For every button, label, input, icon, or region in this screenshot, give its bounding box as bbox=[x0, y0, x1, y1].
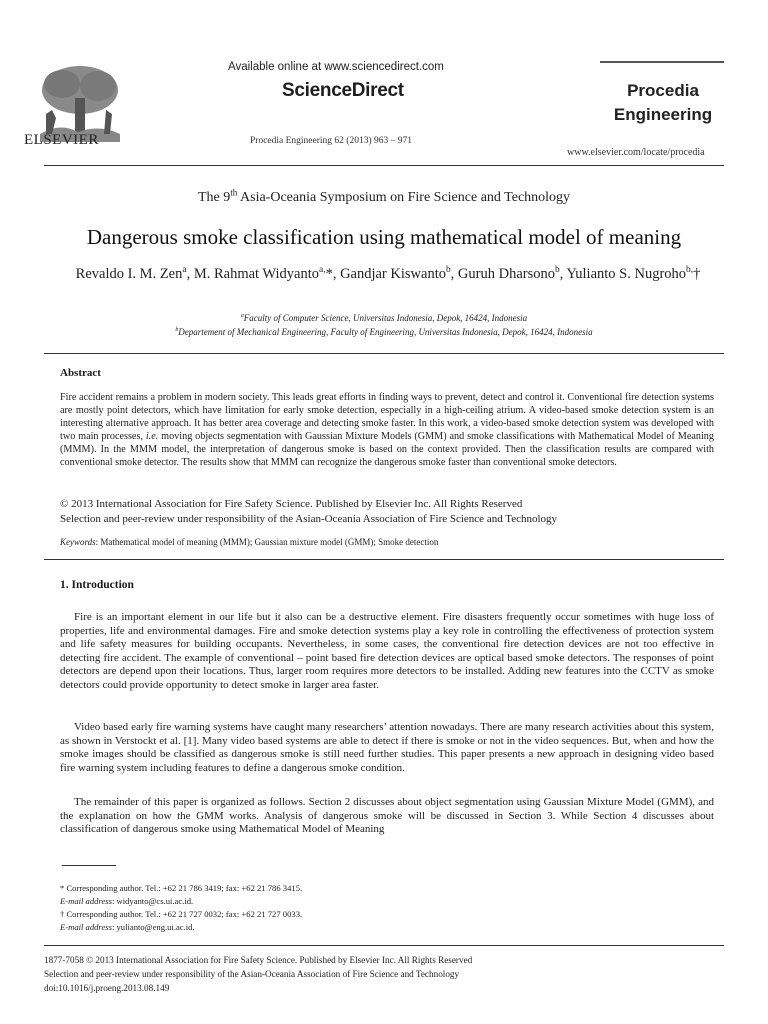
author-affil-mark: b bbox=[445, 265, 451, 276]
author-name: , Guruh Dharsono bbox=[450, 266, 555, 282]
author-name: Revaldo I. M. Zen bbox=[75, 266, 183, 282]
footnote-corresponding-1: * Corresponding author. Tel.: +62 21 786 3419; fax: +62 21 786 3415. bbox=[60, 883, 303, 893]
keywords-label: Keywords bbox=[60, 537, 96, 547]
email-label: E-mail address bbox=[60, 896, 112, 906]
symposium-line bbox=[0, 187, 768, 206]
corresponding-mark: † bbox=[693, 266, 701, 282]
affiliation-mark: a bbox=[240, 313, 244, 319]
journal-title-line2: Engineering bbox=[613, 105, 713, 124]
symposium-suffix: Asia-Oceania Symposium on Fire Science and Technology bbox=[237, 190, 571, 205]
affiliation-mark: b bbox=[175, 327, 179, 333]
intro-paragraph-3: The remainder of this paper is organized as follows. Section 2 discusses about object segmentation using Gaussian Mixture Model (GMM), and the explanation on how the GMM works. Analysis of dangerous smoke will be discussed in Section 3. While Section 4 discusses about classification of dangerous smoke using Mathematical Model of Meaning bbox=[60, 796, 714, 836]
email-address[interactable]: : widyanto@cs.ui.ac.id. bbox=[111, 896, 194, 906]
affiliation-text: Faculty of Computer Science, Universitas Indonesia, Depok, 16424, Indonesia bbox=[243, 313, 528, 323]
abstract-heading: Abstract bbox=[60, 367, 101, 379]
abstract-bottom-divider bbox=[44, 559, 724, 560]
bottom-peer-review: Selection and peer-review under responsibility of the Asian-Oceania Association of Fire Science and Technology bbox=[44, 969, 460, 979]
author-affil-mark: a bbox=[182, 265, 187, 276]
doi-link[interactable]: doi:10.1016/j.proeng.2013.08.149 bbox=[44, 983, 170, 993]
affiliation-a bbox=[0, 313, 768, 323]
author-affil-mark: b bbox=[554, 265, 560, 276]
journal-url-link[interactable]: www.elsevier.com/locate/procedia bbox=[567, 147, 705, 158]
symposium-ordinal: th bbox=[230, 187, 238, 198]
footnote-email-2 bbox=[60, 922, 195, 932]
author-list bbox=[58, 264, 718, 284]
symposium-prefix: The 9 bbox=[197, 190, 231, 205]
keywords-text: : Mathematical model of meaning (MMM); Gaussian mixture model (GMM); Smoke detection bbox=[95, 537, 439, 547]
abstract-copyright: © 2013 International Association for Fire Safety Science. Published by Elsevier Inc. All Rights Reserved bbox=[60, 498, 523, 510]
footnote-corresponding-2: † Corresponding author. Tel.: +62 21 727 0032; fax: +62 21 727 0033. bbox=[60, 909, 303, 919]
footnote-divider bbox=[62, 865, 116, 866]
bottom-divider bbox=[44, 945, 724, 946]
intro-paragraph-1: Fire is an important element in our life but it also can be a destructive element. Fire disasters frequently occur sometimes with huge loss of properties, life and environmental damages. Fire and smoke detection systems play a key role in controlling the effectiveness of protection system and life safety measures for building occupants. Nevertheless, in some cases, the conventional fire detection devices are not too effective in detecting fire accident. The example of conventional – point based fire detection devices are optical based smoke detectors. The responses of point detectors are depend upon their locations. Thus, larger room requires more detectors to be installed. Adding new features into the CCTV as smoke detectors could provide opportunity to detect smoke in larger area faster. bbox=[60, 611, 714, 691]
section-heading-introduction: 1. Introduction bbox=[60, 579, 134, 591]
intro-paragraph-2: Video based early fire warning systems have caught many researchers’ attention nowadays. There are many research activities about this system, as shown in Verstockt et al. [1]. Many video based systems are able to detect if there is smoke or not in the video sequences. But, when and how the smoke images should be classified as dangerous smoke is still need further studies. This paper presents a new approach in designing video based fire warning system including features to define a dangerous smoke condition. bbox=[60, 721, 714, 774]
bottom-copyright: 1877-7058 © 2013 International Association for Fire Safety Science. Published by Elsevier Inc. All Rights Reserved bbox=[44, 955, 473, 965]
publisher-name: ELSEVIER bbox=[24, 132, 99, 148]
keywords bbox=[60, 537, 438, 547]
author-name: , M. Rahmat Widyanto bbox=[186, 266, 320, 282]
email-label: E-mail address bbox=[60, 922, 112, 932]
abstract-peer-review: Selection and peer-review under responsibility of the Asian-Oceania Association of Fire Science and Technology bbox=[60, 513, 558, 525]
email-address[interactable]: : yulianto@eng.ui.ac.id. bbox=[111, 922, 195, 932]
abstract-ie: i.e. bbox=[145, 430, 159, 442]
abstract-body: moving objects segmentation with Gaussian Mixture Models (GMM) and smoke classifications with Mathematical Model of Meaning (MMM). In the MMM model, the interpretation of dangerous smoke is based on the context provided. Then the classification results are compared with conventional smoke detector. The results show that MMM can recognize the dangerous smoke faster than conventional smoke detectors. bbox=[60, 430, 714, 468]
journal-title bbox=[610, 79, 716, 127]
abstract-top-divider bbox=[44, 353, 724, 354]
sciencedirect-logo: ScienceDirect bbox=[282, 80, 404, 101]
affiliation-b bbox=[0, 327, 768, 337]
journal-title-line1: Procedia bbox=[627, 81, 699, 100]
corresponding-mark: * bbox=[325, 266, 333, 282]
affiliation-text: Departement of Mechanical Engineering, Faculty of Engineering, Universitas Indonesia, Depok, 16424, Indonesia bbox=[178, 327, 593, 337]
author-name: , Gandjar Kiswanto bbox=[332, 266, 446, 282]
abstract-body: Fire accident remains a problem in modern society. This leads great efforts in finding ways to prevent, detect and control it. Conventional fire detection systems are mostly point detectors, which have limitation for early smoke detection, especially in a high-ceiling atrium. A video-based smoke detection system is an interesting alternative approach. It has better area coverage and detecting smoke faster. In this work, a video-based smoke detection system was developed with two main processes, bbox=[60, 392, 714, 442]
footnote-email-1 bbox=[60, 896, 193, 906]
header-divider bbox=[44, 165, 724, 166]
journal-citation: Procedia Engineering 62 (2013) 963 – 971 bbox=[250, 136, 412, 146]
author-affil-mark: b, bbox=[686, 265, 694, 276]
author-affil-letter: a, bbox=[319, 265, 326, 276]
author-name: , Yulianto S. Nugroho bbox=[559, 266, 687, 282]
paper-title: Dangerous smoke classification using mathematical model of meaning bbox=[86, 225, 682, 249]
available-online-text: Available online at www.sciencedirect.com bbox=[228, 61, 444, 73]
abstract-text bbox=[60, 392, 714, 469]
